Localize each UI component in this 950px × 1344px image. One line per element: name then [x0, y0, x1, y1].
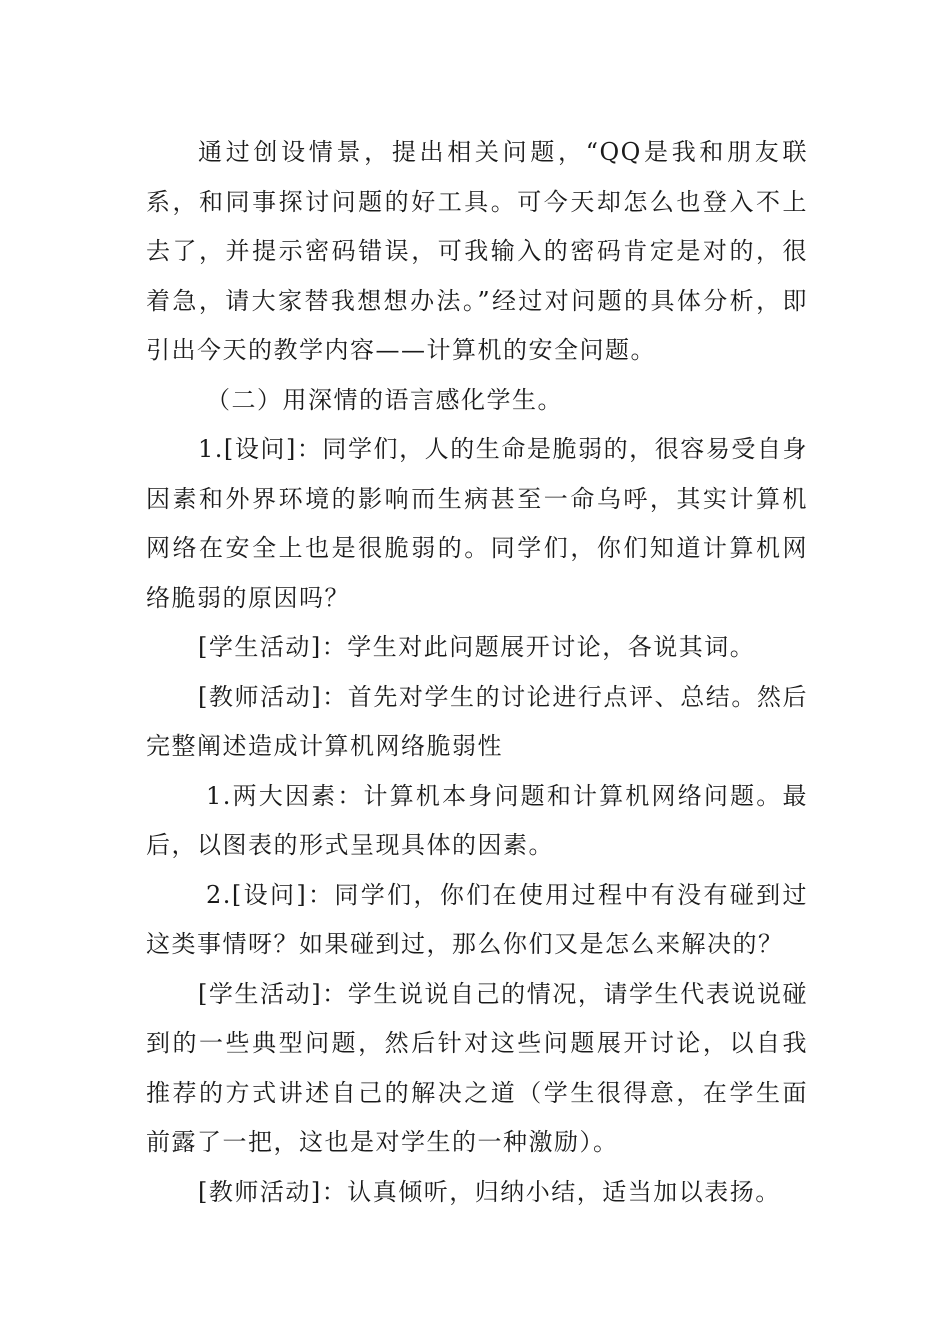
document-body [146, 128, 808, 1217]
paragraph-two-factors: 1.两大因素：计算机本身问题和计算机网络问题。最后，以图表的形式呈现具体的因素。 [146, 781, 808, 859]
paragraph-student-activity-1: [学生活动]：学生对此问题展开讨论，各说其词。 [198, 633, 756, 661]
paragraph-question-2: 2.[设问]：同学们，你们在使用过程中有没有碰到过这类事情呀？如果碰到过，那么你们又是怎么来解决的？ [146, 880, 808, 958]
paragraph-question-1: 1.[设问]：同学们，人的生命是脆弱的，很容易受自身因素和外界环境的影响而生病甚至一命乌呼，其实计算机网络在安全上也是很脆弱的。同学们，你们知道计算机网络脆弱的原因吗？ [146, 435, 808, 612]
paragraph-section-heading: （二）用深情的语言感化学生。 [206, 385, 563, 414]
paragraph-student-activity-2: [学生活动]：学生说说自己的情况，请学生代表说说碰到的一些典型问题，然后针对这些问题展开讨论，以自我推荐的方式讲述自己的解决之道（学生很得意，在学生面前露了一把，这也是对学生的一种激励）。 [146, 979, 808, 1156]
paragraph-intro: 通过创设情景，提出相关问题，“QQ是我和朋友联系，和同事探讨问题的好工具。可今天却怎么也登入不上去了，并提示密码错误，可我输入的密码肯定是对的，很着急，请大家替我想想办法。”经过对问题的具体分析，即引出今天的教学内容——计算机的安全问题。 [146, 138, 808, 364]
paragraph-teacher-activity-2: [教师活动]：认真倾听，归纳小结，适当加以表扬。 [198, 1177, 781, 1206]
paragraph-teacher-activity-1: [教师活动]：首先对学生的讨论进行点评、总结。然后完整阐述造成计算机网络脆弱性 [146, 682, 808, 760]
